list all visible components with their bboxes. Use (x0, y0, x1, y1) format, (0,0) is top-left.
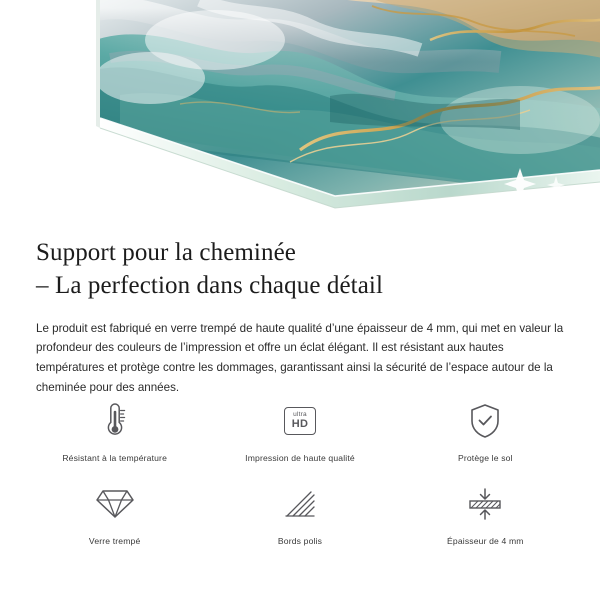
feature-label: Résistant à la température (62, 453, 168, 463)
page-title (0, 218, 600, 303)
hero-image (0, 0, 600, 218)
badge-top-text: ultra (293, 410, 307, 418)
feature-label: Protège le sol (457, 453, 513, 463)
thermometer-icon (102, 398, 128, 444)
feature-label: Impression de haute qualité (245, 453, 355, 463)
thickness-4mm-icon (465, 481, 505, 527)
description-paragraph: Le produit est fabriqué en verre trempé de haute qualité d’une épaisseur de 4 mm, qui met en valeur la profondeur des couleurs de l’impression et offre un éclat élégant. Il est résistant aux hautes températures et protège contre les dommages, garantissant ainsi la sécurité de l’espace autour de la cheminée pour des années. (36, 321, 564, 395)
feature-grid (0, 392, 600, 546)
feature-item-thickness (393, 475, 578, 546)
feature-item-temperature-resistant (22, 392, 207, 463)
feature-label: Bords polis (277, 536, 323, 546)
marble-glass-panel-illustration (0, 0, 600, 218)
diamond-icon (95, 481, 135, 527)
feature-item-tempered-glass (22, 475, 207, 546)
badge-bottom-text: HD (291, 418, 309, 431)
feature-item-floor-protection (393, 392, 578, 463)
headline-line-1: Support pour la cheminée (36, 239, 296, 266)
polished-edges-icon (283, 481, 317, 527)
headline-line-2: – La perfection dans chaque détail (36, 272, 383, 300)
feature-item-polished-edges (207, 475, 392, 546)
feature-item-print-quality (207, 392, 392, 463)
ultra-hd-badge-icon (284, 398, 316, 444)
shield-check-icon (468, 398, 502, 444)
text-content (0, 218, 600, 398)
feature-label: Épaisseur de 4 mm (447, 536, 524, 546)
feature-label: Verre trempé (88, 536, 141, 546)
